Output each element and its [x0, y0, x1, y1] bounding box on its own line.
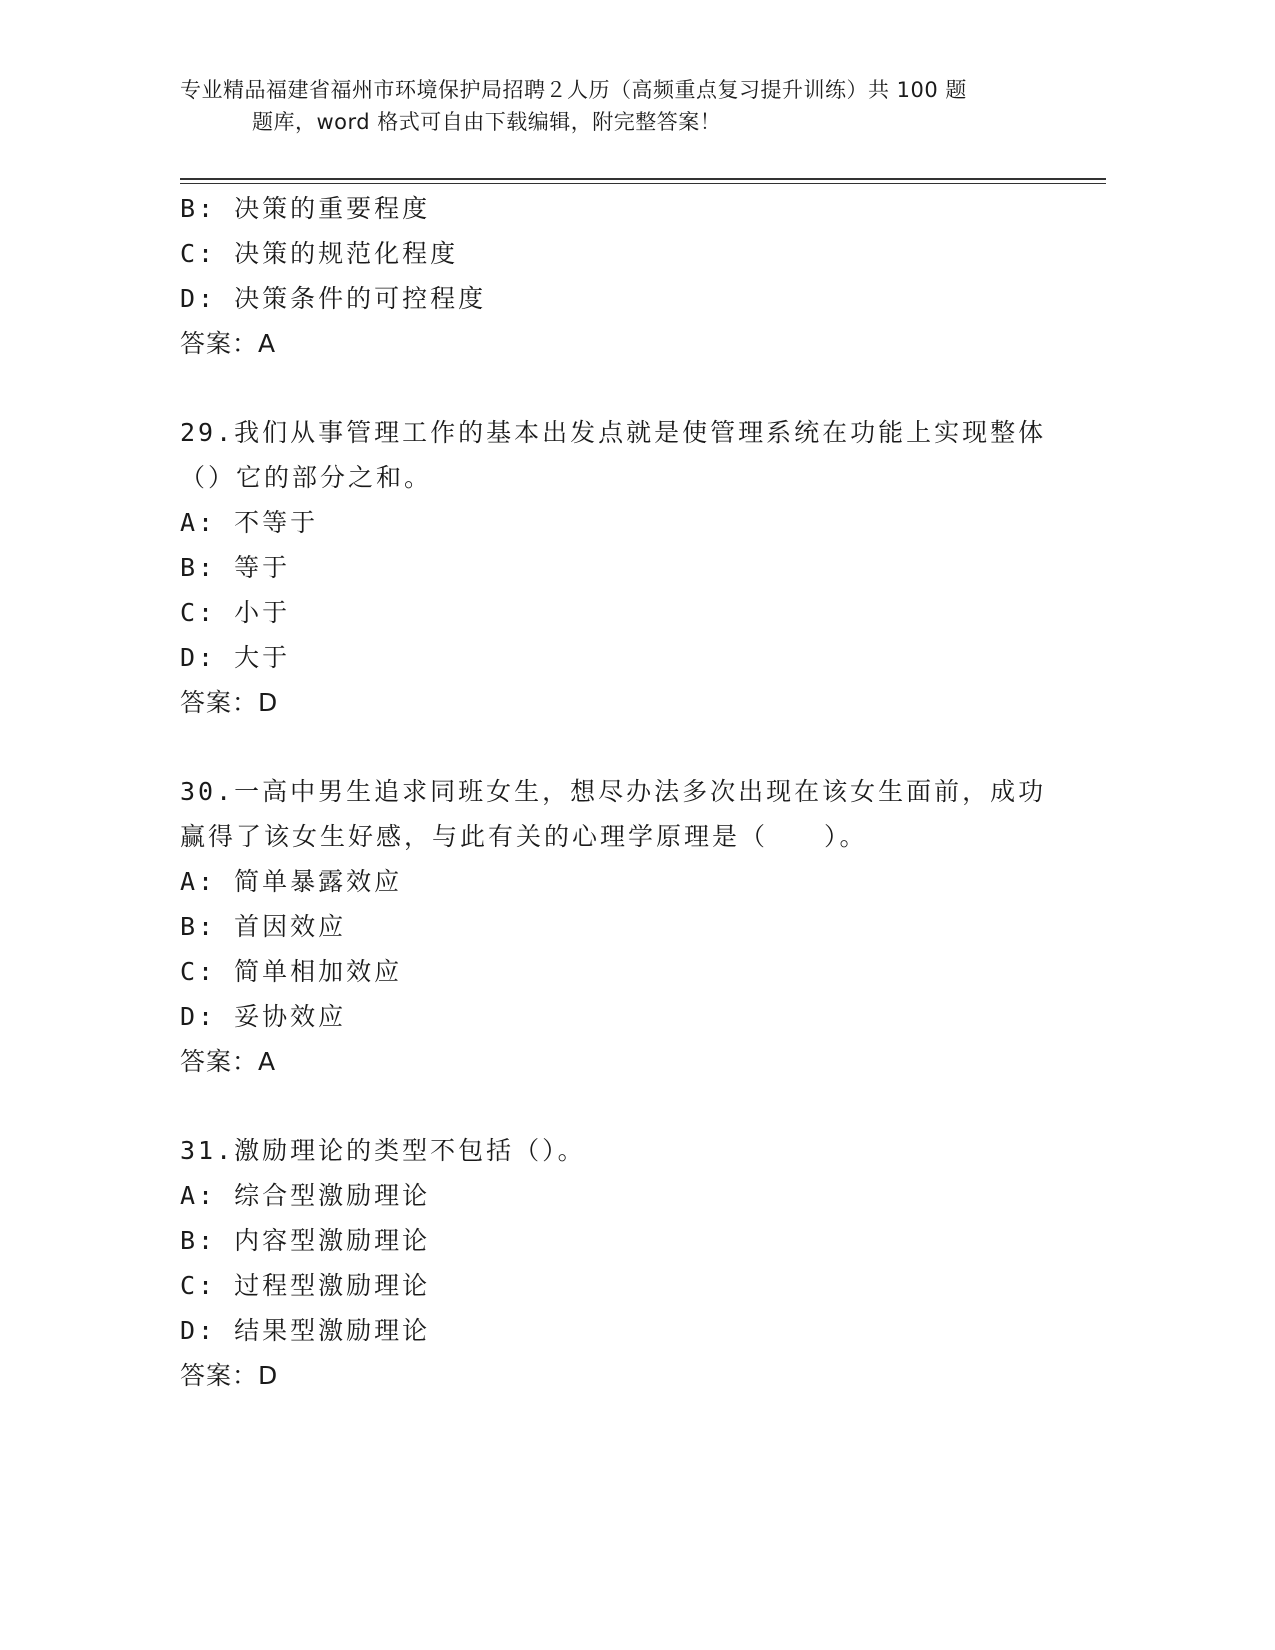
document-header: [180, 74, 1080, 138]
option-b: B: 首因效应: [180, 912, 347, 941]
header-line-2: 题库，word 格式可自由下载编辑，附完整答案！: [252, 110, 722, 134]
option-d: D: 妥协效应: [180, 1002, 347, 1031]
question-stem-line-1: 31.激励理论的类型不包括（）。: [180, 1136, 586, 1165]
question-30: [180, 769, 1060, 1084]
option-d: D: 结果型激励理论: [180, 1316, 431, 1345]
header-rule-thin: [180, 183, 1106, 184]
spacer: [180, 366, 1060, 410]
option-d: D: 大于: [180, 643, 291, 672]
question-stem-line-2: （）它的部分之和。: [180, 463, 433, 492]
answer: 答案：D: [180, 1361, 279, 1390]
question-28: [180, 186, 1060, 366]
question-stem-line-2: 赢得了该女生好感，与此有关的心理学原理是（ ）。: [180, 822, 868, 851]
option-a: A: 综合型激励理论: [180, 1181, 431, 1210]
option-b: B: 内容型激励理论: [180, 1226, 431, 1255]
option-b: B: 决策的重要程度: [180, 194, 431, 223]
option-c: C: 决策的规范化程度: [180, 239, 459, 268]
question-stem-line-1: 30.一高中男生追求同班女生，想尽办法多次出现在该女生面前，成功: [180, 777, 1047, 806]
option-c: C: 过程型激励理论: [180, 1271, 431, 1300]
question-list: [180, 186, 1060, 1398]
option-c: C: 简单相加效应: [180, 957, 403, 986]
answer: 答案：A: [180, 1047, 277, 1076]
spacer: [180, 1084, 1060, 1128]
question-stem-line-1: 29.我们从事管理工作的基本出发点就是使管理系统在功能上实现整体: [180, 418, 1047, 447]
option-a: A: 不等于: [180, 508, 319, 537]
question-29: [180, 410, 1060, 725]
option-d: D: 决策条件的可控程度: [180, 284, 487, 313]
question-31: [180, 1128, 1060, 1398]
answer: 答案：A: [180, 329, 277, 358]
option-c: C: 小于: [180, 598, 291, 627]
header-line-1: 专业精品福建省福州市环境保护局招聘２人历（高频重点复习提升训练）共 100 题: [180, 78, 967, 102]
option-b: B: 等于: [180, 553, 291, 582]
header-rule-thick: [180, 178, 1106, 180]
spacer: [180, 725, 1060, 769]
option-a: A: 简单暴露效应: [180, 867, 403, 896]
answer: 答案：D: [180, 688, 279, 717]
